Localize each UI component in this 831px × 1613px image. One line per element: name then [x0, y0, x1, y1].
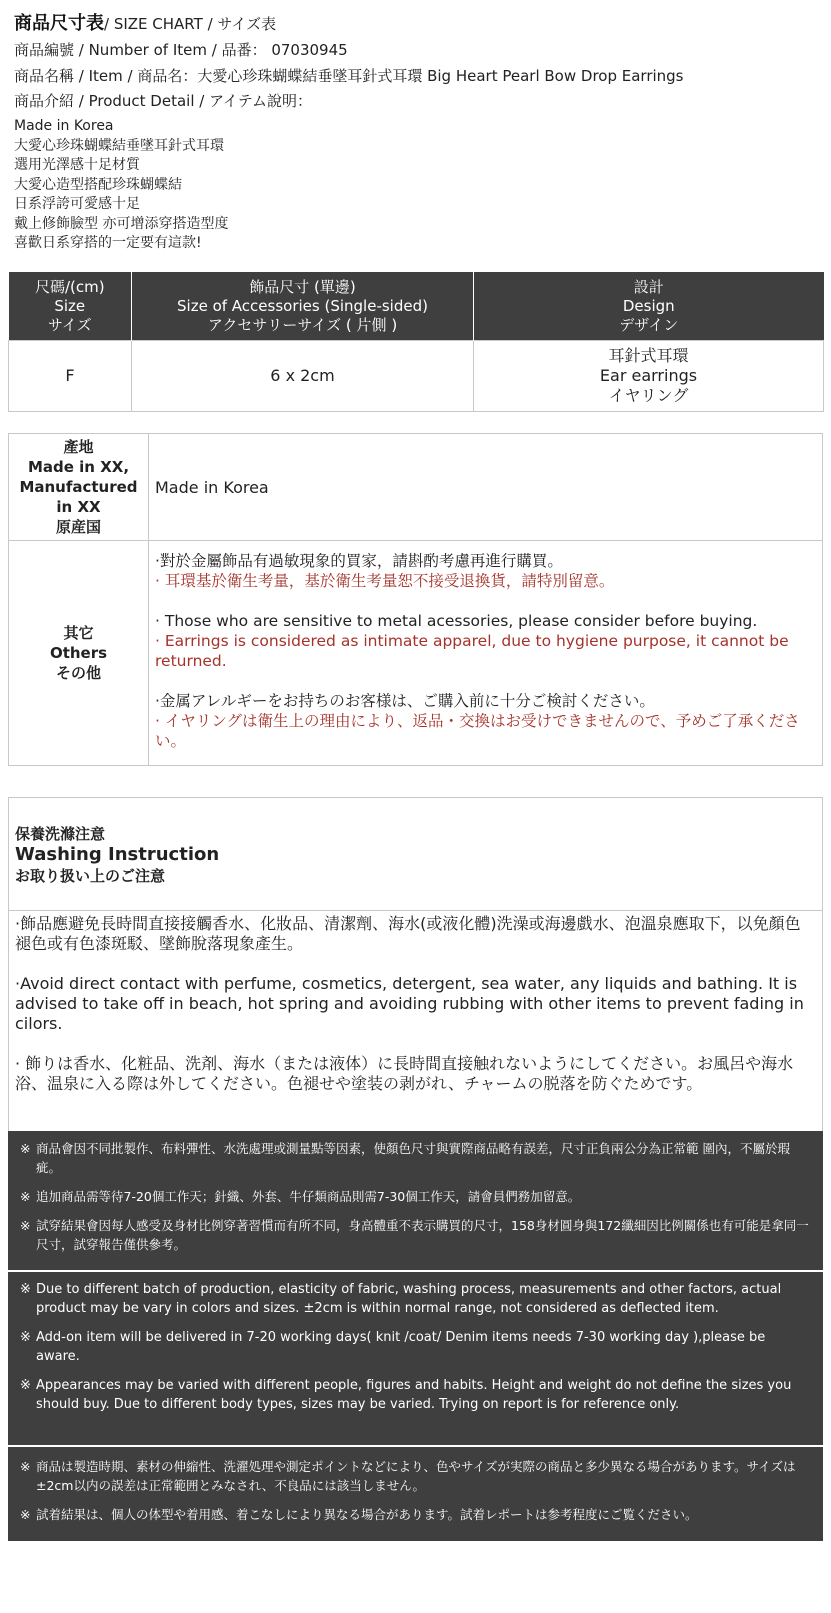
origin-label: 產地 Made in XX, Manufactured in XX 原産国: [9, 434, 149, 541]
others-en-2: · Earrings is considered as intimate apparel, due to hygiene purpose, it cannot be returned.: [155, 632, 789, 670]
washing-heading: 保養洗滌注意 Washing Instruction お取り扱い上のご注意: [15, 825, 220, 885]
others-label: 其它 Others その他: [9, 541, 149, 766]
notes-en: [8, 1272, 823, 1445]
cell-size: F: [9, 341, 132, 412]
intro-line: 日系浮誇可愛感十足: [14, 196, 140, 212]
note-item: ※ 試着結果は、個人の体型や着用感、着こなしにより異なる場合があります。試着レポートは参考程度にご覧ください。: [20, 1507, 698, 1522]
note-item: ※ 商品は製造時期、素材の伸縮性、洗濯処理や測定ポイントなどにより、色やサイズが実際の商品と多少異なる場合があります。サイズは±2cm以内の誤差は正常範囲とみなされ、不良品には該当しません。: [20, 1459, 796, 1493]
washing-instruction: [8, 797, 823, 1133]
others-en-1: · Those who are sensitive to metal acessories, please consider before buying.: [155, 612, 758, 630]
washing-ja: · 飾りは香水、化粧品、洗剤、海水（または液体）に長時間直接触れないようにしてください。お風呂や海水浴、温泉に入る際は外してください。色褪せや塗装の剥がれ、チャームの脱落を防ぐためです。: [15, 1054, 794, 1093]
others-text: [149, 541, 823, 766]
size-chart-title: 商品尺寸表/ SIZE CHART / サイズ表: [14, 13, 277, 34]
size-table: [8, 272, 824, 412]
table-row: [9, 341, 824, 412]
notes-ja: [8, 1447, 823, 1541]
washing-en: ·Avoid direct contact with perfume, cosmetics, detergent, sea water, any liquids and bathing. It is advised to take off in beach, hot spring and avoiding rubbing with other items to prevent fading in cilors.: [15, 974, 804, 1033]
divider: [9, 910, 822, 911]
intro-line: Made in Korea: [14, 118, 114, 134]
intro-line: 戴上修飾臉型 亦可增添穿搭造型度: [14, 215, 229, 232]
others-ja-2: · イヤリングは衛生上の理由により、返品・交換はお受けできませんので、予めご了承ください。: [155, 712, 800, 750]
intro-line: 大愛心造型搭配珍珠蝴蝶結: [14, 176, 182, 193]
others-ja-1: ·金属アレルギーをお持ちのお客様は、ご購入前に十分ご検討ください。: [155, 692, 655, 710]
note-item: ※ Add-on item will be delivered in 7-20 working days( knit /coat/ Denim items needs 7-30 working day ),please be aware.: [20, 1330, 766, 1364]
washing-zh: ·飾品應避免長時間直接接觸香水、化妝品、清潔劑、海水(或液化體)洗澡或海邊戲水、泡溫泉應取下，以免顏色褪色或有色漆斑駁、墜飾脫落現象產生。: [15, 914, 801, 953]
origin-value: Made in Korea: [149, 434, 823, 541]
product-intro: [14, 117, 228, 254]
intro-line: 大愛心珍珠蝴蝶結垂墜耳針式耳環: [14, 137, 224, 154]
product-detail-label: 商品介紹 / Product Detail / アイテム說明：: [14, 92, 312, 110]
intro-line: 喜歡日系穿搭的一定要有這款!: [14, 235, 202, 251]
note-item: ※ Appearances may be varied with different people, figures and habits. Height and weight do not define the sizes you should buy. Due to different body types, sizes may be varied. Trying on report is for reference only.: [20, 1378, 792, 1412]
origin-row: [9, 434, 823, 541]
intro-line: 選用光澤感十足材質: [14, 157, 140, 173]
others-zh-2: · 耳環基於衛生考量，基於衛生考量恕不接受退換貨，請特別留意。: [155, 572, 615, 590]
item-name: 商品名稱 / Item / 商品名：大愛心珍珠蝴蝶結垂墜耳針式耳環 Big Heart Pearl Bow Drop Earrings: [14, 67, 684, 85]
header-size: 尺碼/(cm) Size サイズ: [9, 272, 132, 341]
cell-design: 耳針式耳環 Ear earrings イヤリング: [474, 341, 824, 412]
washing-body: [15, 914, 814, 1094]
note-item: ※ 試穿結果會因每人感受及身材比例穿著習慣而有所不同，身高體重不表示購買的尺寸，158身材圓身與172纖細因比例關係也有可能是拿同一尺寸，試穿報告僅供參考。: [20, 1218, 809, 1252]
others-zh-1: ·對於金屬飾品有過敏現象的買家，請斟酌考慮再進行購買。: [155, 552, 563, 570]
note-item: ※ 商品會因不同批製作、布料彈性、水洗處理或測量點等因素，使顏色尺寸與實際商品略有誤差，尺寸正負兩公分為正常範 圍內，不屬於瑕疵。: [20, 1141, 790, 1175]
header-design: 設計 Design デザイン: [474, 272, 824, 341]
note-item: ※ Due to different batch of production, elasticity of fabric, washing process, measurements and other factors, actual product may be vary in colors and sizes. ±2cm is within normal range, not considered as deflected item.: [20, 1282, 782, 1316]
header-accessory-size: 飾品尺寸 (單邊) Size of Accessories (Single-sided) アクセサリーサイズ ( 片側 ): [132, 272, 474, 341]
others-row: [9, 541, 823, 766]
note-item: ※ 追加商品需等待7-20個工作天；針織、外套、牛仔類商品則需7-30個工作天，請會員們務加留意。: [20, 1189, 581, 1204]
info-table: [8, 433, 823, 766]
size-table-header: [9, 272, 824, 341]
notes-zh: [8, 1131, 823, 1270]
item-number: 商品編號 / Number of Item / 品番： 07030945: [14, 41, 348, 59]
cell-dimension: 6 x 2cm: [132, 341, 474, 412]
